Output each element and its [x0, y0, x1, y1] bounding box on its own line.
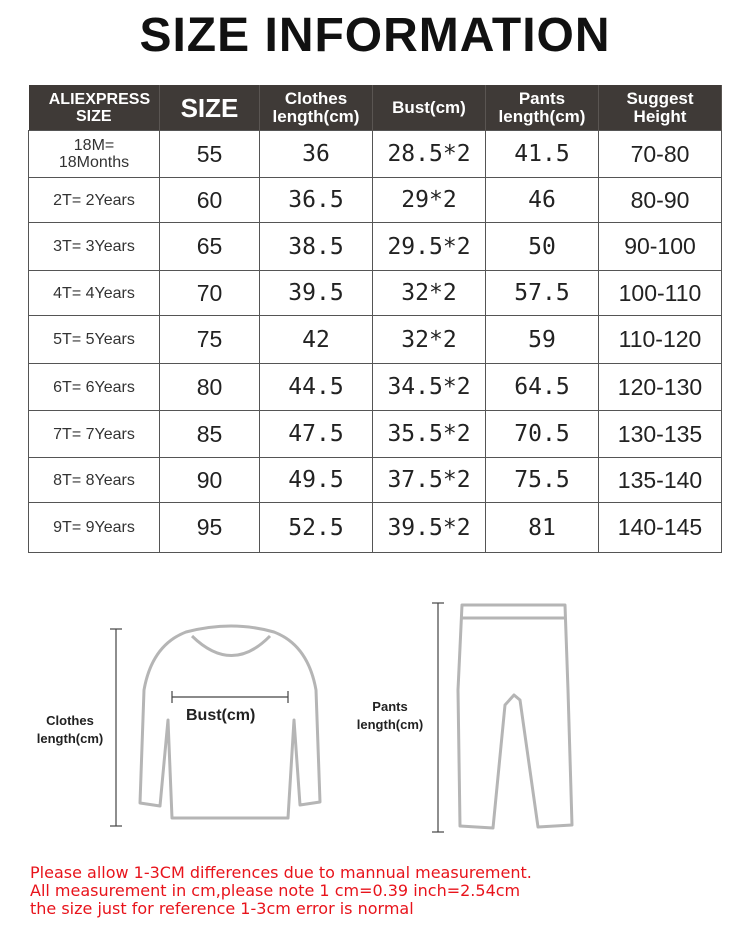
table-cell: 70: [160, 271, 260, 316]
table-cell: 75: [160, 316, 260, 364]
table-cell: 57.5: [486, 271, 599, 316]
table-cell: 36.5: [260, 178, 373, 223]
table-cell: 29*2: [373, 178, 486, 223]
table-cell: 120-130: [599, 364, 722, 411]
table-cell: 135-140: [599, 458, 722, 503]
pants-outline: [458, 605, 572, 828]
table-cell: 41.5: [486, 131, 599, 178]
table-cell: 60: [160, 178, 260, 223]
table-cell: 28.5*2: [373, 131, 486, 178]
table-cell: 7T= 7Years: [29, 411, 160, 458]
table-cell: 55: [160, 131, 260, 178]
note-line-2: All measurement in cm,please note 1 cm=0.39 inch=2.54cm: [30, 881, 521, 900]
table-cell: 32*2: [373, 271, 486, 316]
table-cell: 59: [486, 316, 599, 364]
table-cell: 80: [160, 364, 260, 411]
table-cell: 36: [260, 131, 373, 178]
table-cell: 44.5: [260, 364, 373, 411]
table-cell: 47.5: [260, 411, 373, 458]
header-aliexpress-size: ALIEXPRESS SIZE: [29, 85, 160, 131]
table-cell: 34.5*2: [373, 364, 486, 411]
pants-length-label: Pants length(cm): [356, 699, 424, 732]
table-cell: 64.5: [486, 364, 599, 411]
table-cell: 35.5*2: [373, 411, 486, 458]
table-cell: 49.5: [260, 458, 373, 503]
table-cell: 65: [160, 223, 260, 271]
table-cell: 39.5: [260, 271, 373, 316]
table-cell: 140-145: [599, 503, 722, 553]
table-cell: 5T= 5Years: [29, 316, 160, 364]
clothes-length-ruler: [110, 629, 122, 826]
table-cell: 37.5*2: [373, 458, 486, 503]
table-cell: 85: [160, 411, 260, 458]
table-cell: 18M= 18Months: [29, 131, 160, 178]
table-cell: 9T= 9Years: [29, 503, 160, 553]
table-cell: 6T= 6Years: [29, 364, 160, 411]
table-cell: 95: [160, 503, 260, 553]
table-cell: 3T= 3Years: [29, 223, 160, 271]
table-cell: 29.5*2: [373, 223, 486, 271]
table-cell: 46: [486, 178, 599, 223]
table-cell: 42: [260, 316, 373, 364]
clothes-length-label: Clothes length(cm): [36, 713, 104, 746]
table-cell: 75.5: [486, 458, 599, 503]
header-size: SIZE: [160, 85, 260, 131]
table-cell: 52.5: [260, 503, 373, 553]
table-cell: 110-120: [599, 316, 722, 364]
table-cell: 90-100: [599, 223, 722, 271]
table-cell: 8T= 8Years: [29, 458, 160, 503]
header-pants-length: Pants length(cm): [486, 85, 599, 131]
page-title: SIZE INFORMATION: [139, 9, 611, 62]
table-cell: 80-90: [599, 178, 722, 223]
header-suggest-height: Suggest Height: [599, 85, 722, 131]
table-cell: 130-135: [599, 411, 722, 458]
header-bust: Bust(cm): [373, 85, 486, 131]
table-cell: 70-80: [599, 131, 722, 178]
table-cell: 50: [486, 223, 599, 271]
note-line-3: the size just for reference 1-3cm error is normal: [30, 899, 414, 918]
bust-label: Bust(cm): [186, 707, 256, 724]
table-cell: 38.5: [260, 223, 373, 271]
table-cell: 90: [160, 458, 260, 503]
header-clothes-length: Clothes length(cm): [260, 85, 373, 131]
table-cell: 70.5: [486, 411, 599, 458]
pants-length-ruler: [432, 603, 444, 832]
note-line-1: Please allow 1-3CM differences due to mannual measurement.: [30, 863, 532, 882]
table-cell: 39.5*2: [373, 503, 486, 553]
table-cell: 4T= 4Years: [29, 271, 160, 316]
table-cell: 32*2: [373, 316, 486, 364]
table-cell: 81: [486, 503, 599, 553]
table-cell: 100-110: [599, 271, 722, 316]
table-cell: 2T= 2Years: [29, 178, 160, 223]
